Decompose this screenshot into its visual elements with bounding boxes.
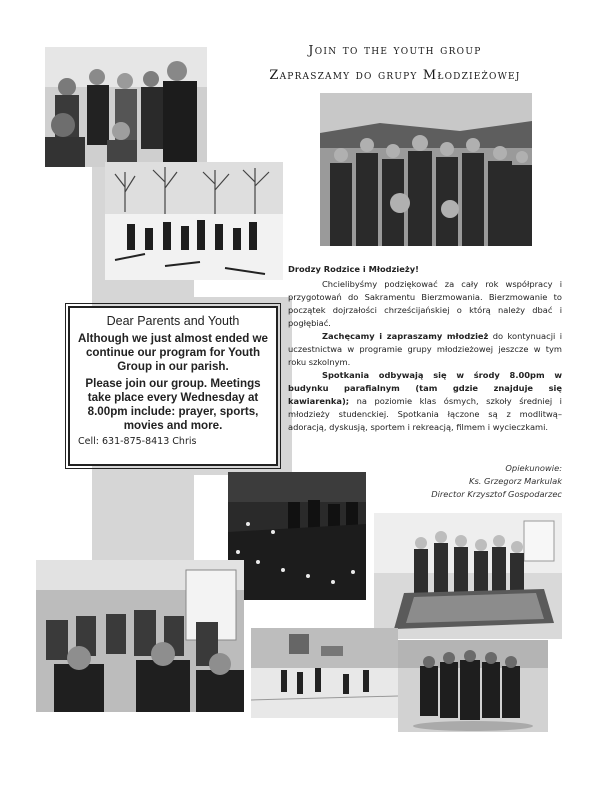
billiards-room-photo — [374, 513, 562, 639]
candlelight-adoration-photo — [228, 472, 366, 600]
contact-phone: Cell: 631-875-8413 Chris — [78, 436, 197, 447]
polish-paragraph-2 — [288, 330, 562, 369]
polish-p3-bold: Spotkania odbywają się w środy 8.00pm w budynku parafialnym (tam gdzie znajduje się kawiarenka); — [288, 370, 562, 406]
title-english: Join to the youth group — [308, 42, 482, 57]
english-heading: Dear Parents and Youth — [106, 314, 240, 328]
english-paragraph-1: Although we just almost ended we continue our program for Youth Group in our parish. — [77, 332, 269, 373]
polish-paragraph-3 — [288, 369, 562, 434]
english-message-box — [68, 306, 278, 466]
english-paragraph-2: Please join our group. Meetings take place every Wednesday at 8.00pm include: prayer, sports, movies and more. — [85, 377, 261, 432]
polish-p3-rest: na poziomie klas ósmych, szkoły średniej i młodzieży studenckiej. Spotkania łączone są z modlitwą–adoracją, dyskusją, sportem i rekreacją, filmem i wycieczkami. — [288, 396, 562, 432]
polish-p2-rest: do kontynuacji i uczestnictwa w programie grupy młodzieżowej jeszcze w tym roku szkolnym. — [288, 331, 562, 367]
signature-label: Opiekunowie: — [505, 463, 562, 473]
group-huddle-photo — [398, 640, 548, 732]
gym-basketball-photo — [251, 628, 398, 718]
title-polish: Zapraszamy do grupy Młodzieżowej — [269, 68, 521, 83]
polish-paragraph-1: Chcielibyśmy podziękować za cały rok współpracy i przygotowań do Sakramentu Bierzmowania. Bierzmowanie to początek dojrzałości chrześcijańskiej o którą należy dbać i pogłębiać. — [288, 279, 562, 328]
polish-letter — [288, 263, 562, 434]
snow-hill-photo — [105, 162, 283, 280]
polish-p2-bold: Zachęcamy i zapraszamy młodzież — [322, 331, 489, 341]
signature-name-2: Director Krzysztof Gospodarzec — [431, 489, 562, 499]
signature-block — [390, 462, 562, 501]
polish-greeting: Drodzy Rodzice i Młodzieży! — [288, 264, 419, 274]
lakeside-group-photo — [320, 93, 532, 246]
signature-name-1: Ks. Grzegorz Markulak — [469, 476, 562, 486]
circle-meeting-photo — [36, 560, 244, 712]
group-selfie-photo — [45, 47, 207, 167]
